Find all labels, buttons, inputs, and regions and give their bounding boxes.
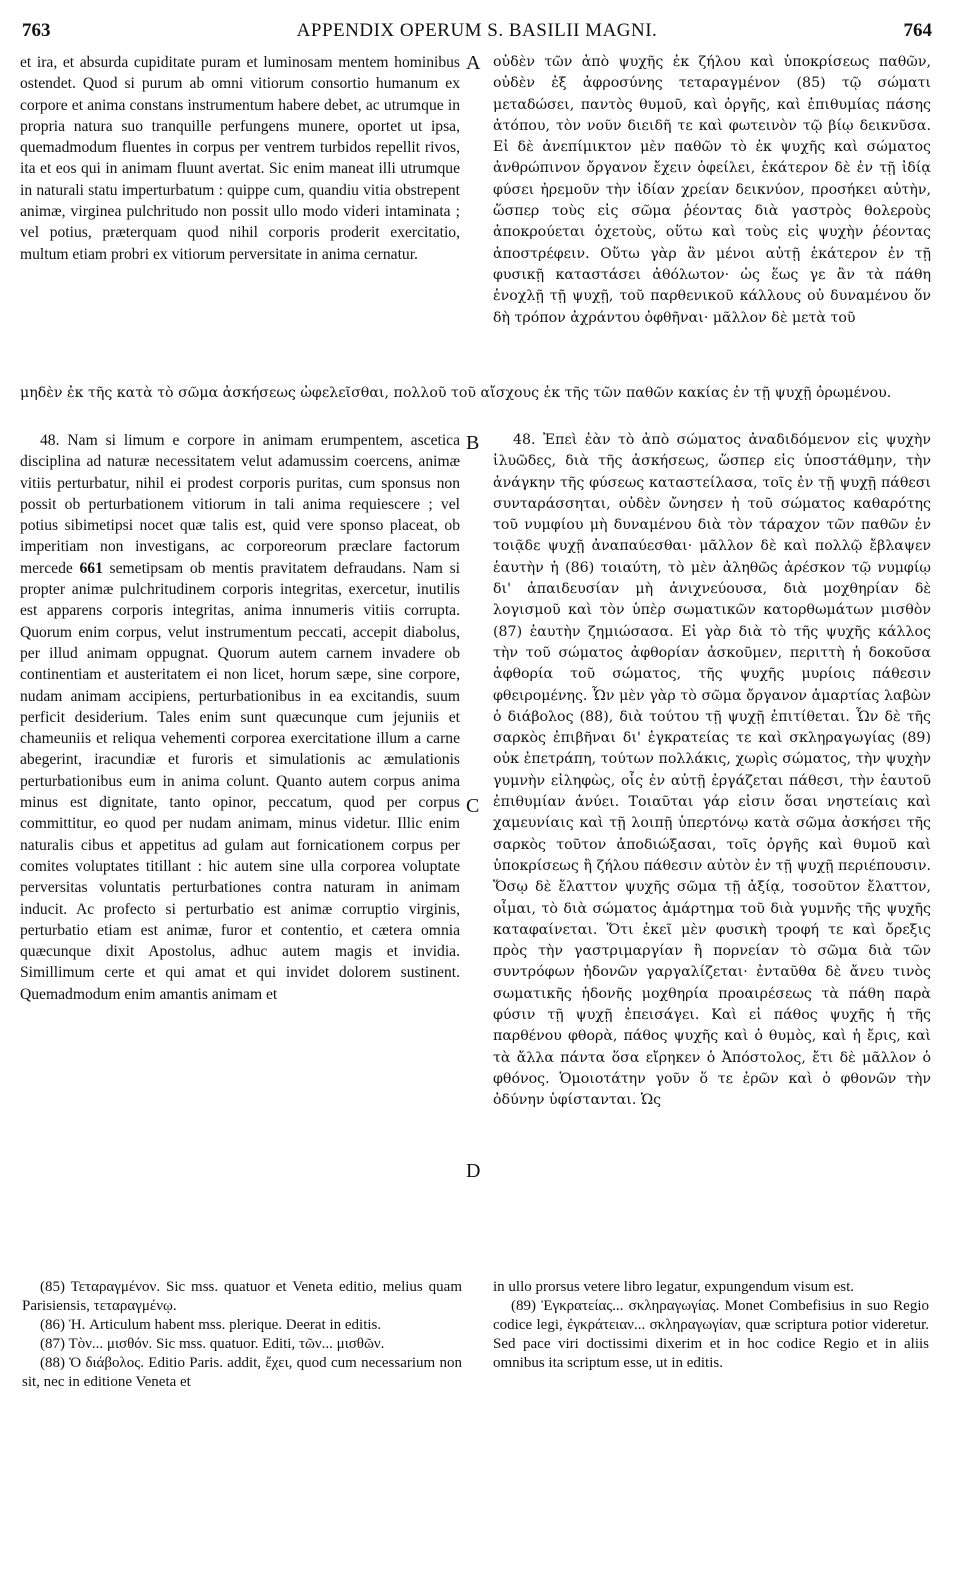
margin-letter-a: A xyxy=(466,52,481,74)
greek-paragraph-48: 48. Ἐπεὶ ἐὰν τὸ ἀπὸ σώματος ἀναδιδόμενον εἰς ψυχὴν ἰλυῶδες, διὰ τῆς ἀσκήσεως, ὥσπερ εἰς ὑποστάθμην, τὴν ἀνάγκην τῆς φύσεως καταστείλασα, τοῖς ἐν τῇ ψυχῇ πάθεσι συνταράσσηται, οὐδὲν ὤνησεν ἡ τοῦ σώματος καθαρότης τοῦ νυμφίου μὴ δυναμένου διὰ τὸν τάραχον τῶν παθῶν ἐν τοιᾷδε ψυχῇ ἀναπαύεσθαι· μᾶλλον δὲ καὶ πολλῷ ἔβλαψεν ἑαυτὴν ἡ (86) τοιαύτη, τὸ μὲν ἀληθῶς ἀρέσκον τῷ νυμφίῳ δι' ἀπαιδευσίαν μὴ ἀνιχνεύουσα, διὰ μοχθηρίαν δὲ λογισμοῦ καὶ τὸν ὑπὲρ σωματικῶν κατορθωμάτων μισθὸν (87) ἑαυτὴν ζημιώσασα. Εἰ γὰρ διὰ τὸ τῆς ψυχῆς κάλλος τὴν τοῦ σώματος ἀφθορίαν ἀσκοῦμεν, περιττὴ ἡ δοκοῦσα ἀφθορία τοῦ σώματος, τῆς ψυχῆς μυρίοις πάθεσιν φθειρομένης. Ὧν μὲν γὰρ τὸ σῶμα ὄργανον ἁμαρτίας λαβὼν ὁ διάβολος (88), διὰ τούτου τῇ ψυχῇ ἐπιτίθεται. Ὧν δὲ τῆς σαρκὸς ἐπιβῆναι δι' ἐγκρατείας τε καὶ σκληραγωγίας (89) οὐκ ἐπετράπη, τούτων πολλάκις, χωρὶς σώματος, τὴν ψυχὴν γυμνὴν εἰληφὼς, οἷς ἐν αὐτῇ ἐργάζεται πάθεσι, τὴν ἑαυτοῦ ἐπιθυμίαν ἀνύει. Τοιαῦται γάρ εἰσιν ὅσαι νηστείαις καὶ χαμευνίαις καὶ τῇ λοιπῇ ὑπερτόνῳ κατὰ σῶμα ἀσκήσει τῆς σαρκὸς τοῦτον ἀποδιώξασαι, τοῖς ὀργῆς καὶ θυμοῦ καὶ ὑποκρίσεως ἢ ζήλου πάθεσιν αὐτὸν ἐν τῇ ψυχῇ περιέπουσιν. Ὅσῳ δὲ ἔλαττον ψυχῆς σῶμα τῇ ἀξίᾳ, τοσοῦτον ἔλαττον, οἶμαι, τὸ διὰ σώματος ἁμάρτημα τοῦ διὰ γυμνῆς τῆς ψυχῆς καταφαίνεται. Ὅτι ἐκεῖ μὲν φυσικὴ τροφή τε καὶ ὄρεξις πρὸς τὴν γαστριμαργίαν ἢ πορνείαν τὸ σῶμα διὰ τῶν συντρόφων ἡδονῶν γαργαλίζεται· ἐνταῦθα δὲ ἄνευ τινὸς σωματικῆς ἡδονῆς μοχθηρία προαιρέσεως τὰ πάθη παρὰ φύσιν τῇ ψυχῇ ἐπεισάγει. Καὶ εἰ πάθος ψυχῆς ἡ τῆς παρθένου φθορὰ, πάθος ψυχῆς καὶ ὁ θυμὸς, καὶ ἡ ἔρις, καὶ τὰ ἄλλα πάντα ὅσα εἴρηκεν ὁ Ἀπόστολος, ἔτι δὲ μᾶλλον ὁ φθόνος. Ὁμοιοτάτην γοῦν ὅ τε ἐρῶν καὶ ὁ φθονῶν τὴν ὀδύνην ὑφίστανται. Ὡς xyxy=(493,432,931,1109)
page-number-left: 763 xyxy=(22,20,51,41)
footnote-88-continued: in ullo prorsus vetere libro legatur, expungendum visum est. xyxy=(493,1279,854,1295)
greek-span-line xyxy=(20,383,931,404)
greek-column-main xyxy=(493,430,931,1112)
margin-letter-d: D xyxy=(466,1160,481,1182)
margin-letter-c: C xyxy=(466,795,480,817)
page-header xyxy=(22,20,932,46)
latin-paragraph-top: et ira, et absurda cupiditate puram et luminosam mentem hominibus ostendet. Quod si purum ab omni vitiorum consortio humanum ex corpore et anima constans instrumentum habere debet, ac utrumque in propria natura suo tranquille perfungens munere, oportet ut ipsa, quemadmodum fluentes in corpus per ventrem turbidos repellit rivos, ita et eos qui in animam fluunt avertat. Sic enim maneat illi utrumque in naturali statu imperturbatum : quippe cum, quandiu vitia obstrepent animæ, virginea pulchritudo non possit ullo modo videri intaminata ; vel potius, præterquam quod nihil corporis proderit exercitatio, multum etiam probri ex vitiorum perversitate in anima cernatur. xyxy=(20,54,460,263)
footnotes-left xyxy=(22,1278,462,1392)
greek-column-top xyxy=(493,52,931,329)
footnotes-right xyxy=(493,1278,929,1373)
margin-letter-b: B xyxy=(466,432,480,454)
column-number: 661 xyxy=(79,559,103,577)
page-number-right: 764 xyxy=(903,20,932,41)
latin-text-part2: semetipsam ob mentis pravitatem defraudans. Nam si propter animæ pulchritudinem corporis integritas, exercetur, inutilis est apparens corporis integritas, anima innumeris vitiis corrupta. Quorum enim corpus, velut instrumentum peccati, accepit diabolus, per illud animam oppugnat. Quorum autem carnem invadere ob continentiam et austeritatem ei non licet, horum sæpe, sine corpore, nudam animam accipiens, perturbationibus in ea excitandis, suum perficit desiderium. Tales enim sunt quæcunque cum jejuniis et chameuniis et reliqua vehementi corporea exercitatione illum a carne abegerint, iracundiæ et furoris et simulationis ac æmulationis perturbationibus eum in anima colunt. Quanto autem corpus anima minus est dignitate, tanto opinor, peccatum, quod per corpus committitur, eo quod per nudam animam, minus videtur. Illic enim naturalis cibus et appetitus ad gulam aut fornicationem corpus per comites voluptates titillant : hic autem sine ulla corporea voluptate perversitas voluntatis perturbationes contra naturam in animam inducit. Ac profecto si perturbatio est animæ corruptio virginis, perturbatio etiam est animæ, furor et contentio, et cætera omnia quæcunque dixit Apostolus, adhuc autem magis et invidia. Simillimum certe et qui amat et qui invidet dolorem sustinent. Quemadmodum enim amantis animam et xyxy=(20,559,460,1003)
greek-paragraph-top: οὐδὲν τῶν ἀπὸ ψυχῆς ἐκ ζήλου καὶ ὑποκρίσεως παθῶν, οὐδὲν ἐξ ἀφροσύνης τεταραγμένον (85) τῷ σώματι μεταδώσει, παντὸς θυμοῦ, καὶ ὀργῆς, καὶ ἐπιθυμίας πάσης ἀτόπου, τὸν νοῦν διειδῆ τε καὶ φωτεινὸν τῷ βίῳ δεικνῦσα. Εἰ δὲ ἀνεπίμικτον μὲν παθῶν τὸ ἐκ ψυχῆς καὶ σώματος ἀνθρώπινον ὄργανον ἔχειν ὀφείλει, ἑκάτερον δὲ ἐν τῇ ἰδίᾳ φύσει ἠρεμοῦν τὴν ἰδίαν χρείαν δεικνύον, προσήκει αὐτὴν, ὥσπερ τοὺς εἰς σῶμα ῥέοντας διὰ γαστρὸς θολεροὺς ἀποκρούεται ὀχετοὺς, οὕτω καὶ τοὺς εἰς ψυχὴν ῥέοντας ἀποστρέφειν. Οὕτω γὰρ ἂν μένοι αὐτῇ ἑκάτερον ἐν τῇ φυσικῇ καταστάσει ἀθόλωτον· ὡς ἕως γε ἂν τὰ πάθη ἐνοχλῇ τῇ ψυχῇ, τοῦ παρθενικοῦ κάλλους οὐ δυναμένου ὅν δὴ τρόπον ἀχράντου ὀφθῆναι· μᾶλλον δὲ μετὰ τοῦ xyxy=(493,54,931,326)
footnote-85: (85) Τεταραγμένον. Sic mss. quatuor et Veneta editio, melius quam Parisiensis, τεταραγμένῳ. xyxy=(22,1279,462,1314)
latin-paragraph-48 xyxy=(20,430,460,1005)
latin-text-part1: 48. Nam si limum e corpore in animam erumpentem, ascetica disciplina ad naturæ necessitatem velut adamussim coercens, animæ vitiis perturbatur, nihil ei prodest corporis puritas, cum sponsus non possit ob perturbationem vitiorum in tali anima requiescere ; vel potius sibimetipsi nocet quæ talis est, quid vere sponso placeat, ob imperitiam non investigans, ac corporeorum præclare factorum mercede xyxy=(20,432,460,577)
latin-column-top xyxy=(20,52,460,265)
footnote-89: (89) Ἐγκρατείας... σκληραγωγίας. Monet Combefisius in suo Regio codice legi, ἐγκράτειαν... σκληραγωγίαν, quæ scriptura potior videretur. Sed pace viri doctissimi dixerim et in hoc codice Regio et in aliis omnibus ita scriptum esse, ut in editis. xyxy=(493,1298,929,1371)
latin-column-main xyxy=(20,430,460,1005)
footnote-86: (86) Ἡ. Articulum habent mss. plerique. Deerat in editis. xyxy=(40,1317,382,1333)
footnote-87: (87) Τὸν... μισθόν. Sic mss. quatuor. Editi, τῶν... μισθῶν. xyxy=(40,1336,385,1352)
running-title: APPENDIX OPERUM S. BASILII MAGNI. xyxy=(296,20,658,41)
greek-span-text: μηδὲν ἐκ τῆς κατὰ τὸ σῶμα ἀσκήσεως ὠφελεῖσθαι, πολλοῦ τοῦ αἴσχους ἐκ τῆς τῶν παθῶν κακίας ἐν τῇ ψυχῇ ὁρωμένου. xyxy=(20,385,892,401)
footnote-88: (88) Ὁ διάβολος. Editio Paris. addit, ἔχει, quod cum necessarium non sit, nec in editione Veneta et xyxy=(22,1355,462,1390)
